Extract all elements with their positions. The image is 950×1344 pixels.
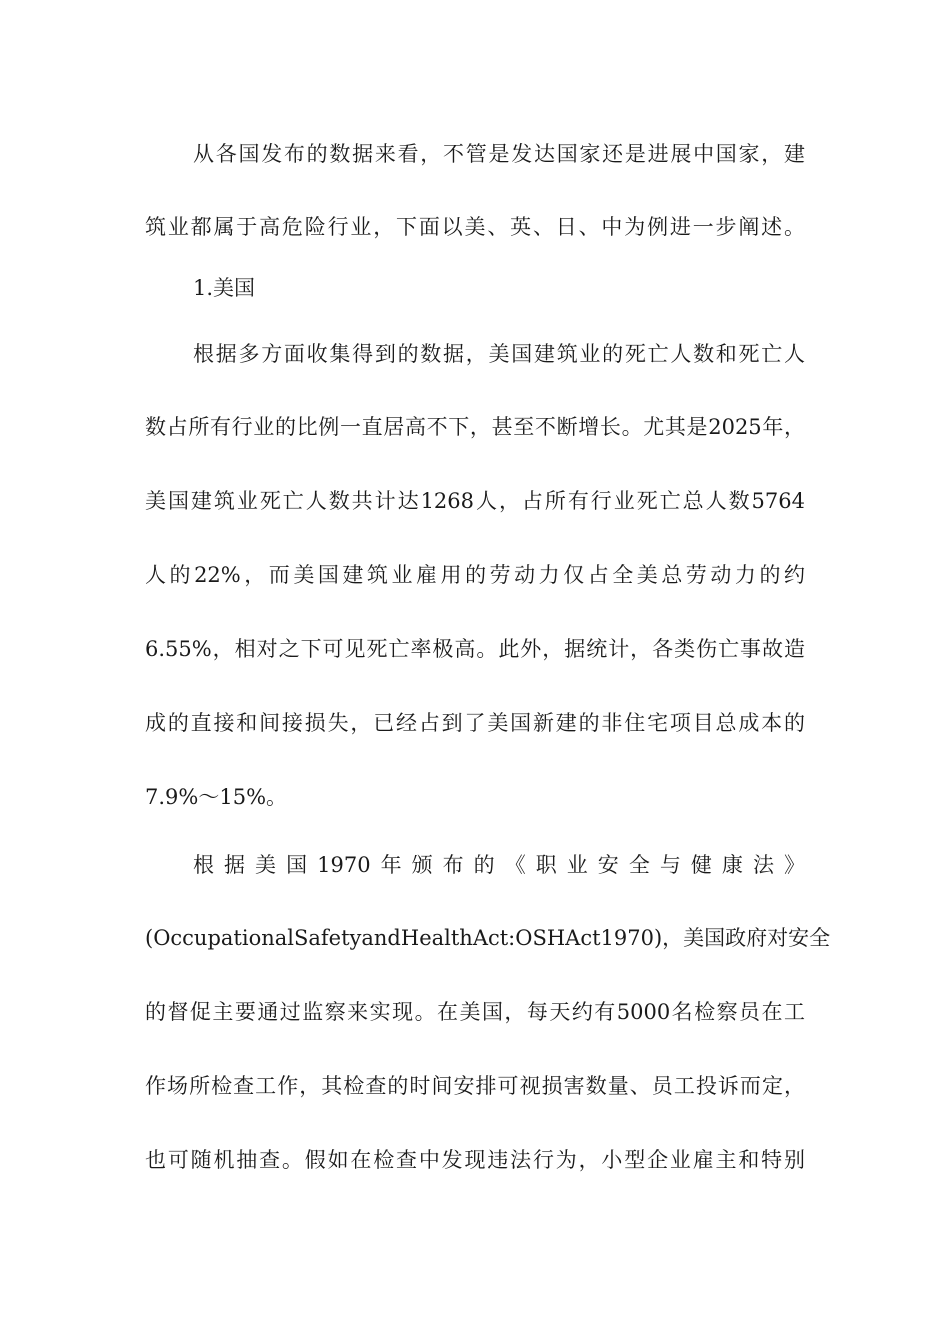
paragraph-line: 美国建筑业死亡人数共计达1268人，占所有行业死亡总人数5764 [145,489,805,513]
paragraph-line: (OccupationalSafetyandHealthAct:OSHAct1970)，美国政府对安全 [145,926,831,950]
paragraph-line: 根据多方面收集得到的数据，美国建筑业的死亡人数和死亡人 [193,342,805,366]
section-heading: 1.美国 [193,276,256,300]
paragraph-line: 6.55%，相对之下可见死亡率极高。此外，据统计，各类伤亡事故造 [145,637,805,661]
paragraph-line: 作场所检查工作，其检查的时间安排可视损害数量、员工投诉而定， [145,1074,805,1098]
paragraph-line: 的督促主要通过监察来实现。在美国，每天约有5000名检察员在工 [145,1000,805,1024]
paragraph-line: 筑业都属于高危险行业，下面以美、英、日、中为例进一步阐述。 [145,215,805,239]
paragraph-line: 数占所有行业的比例一直居高不下，甚至不断增长。尤其是2025年， [145,415,805,439]
paragraph-line: 人的22%，而美国建筑业雇用的劳动力仅占全美总劳动力的约 [145,563,805,587]
paragraph-line: 根据美国1970年颁布的《职业安全与健康法》 [193,853,805,877]
paragraph-line: 成的直接和间接损失，已经占到了美国新建的非住宅项目总成本的 [145,711,805,735]
paragraph-line: 从各国发布的数据来看，不管是发达国家还是进展中国家，建 [193,142,805,166]
paragraph-line: 7.9%～15%。 [145,785,288,809]
paragraph-line: 也可随机抽查。假如在检查中发现违法行为，小型企业雇主和特别 [145,1148,805,1172]
